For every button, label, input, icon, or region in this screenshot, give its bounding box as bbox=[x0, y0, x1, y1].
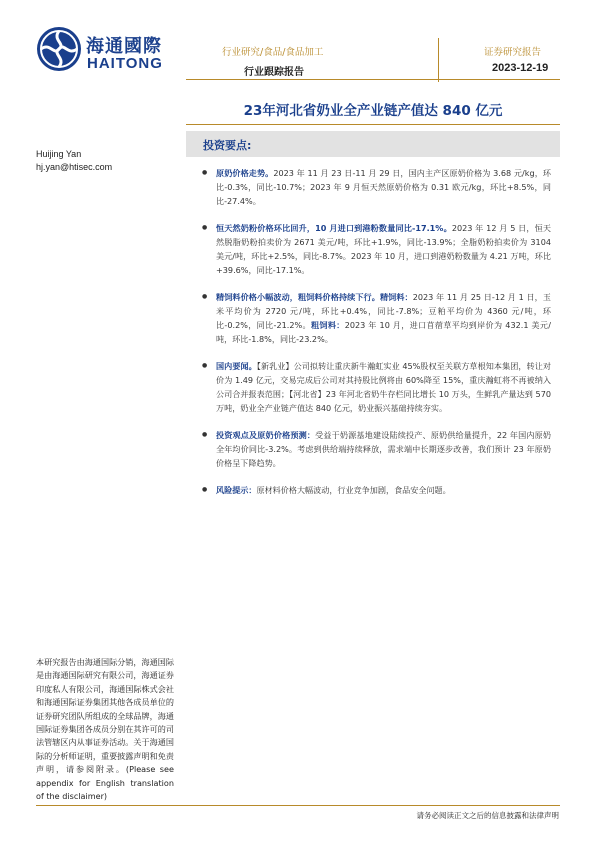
analyst-email[interactable]: hj.yan@htisec.com bbox=[36, 162, 113, 172]
bullet-heading: 投资观点及原奶价格预测： bbox=[216, 430, 316, 440]
report-type: 行业跟踪报告 bbox=[244, 67, 304, 78]
list-item bbox=[203, 359, 551, 415]
bullet-text: 原材料价格大幅波动，行业竞争加剧，食品安全问题。 bbox=[256, 485, 451, 495]
bullet-subheading: 精饲料： bbox=[379, 292, 413, 302]
title-rule bbox=[186, 124, 560, 125]
bullet-text: 2023 年 11 月 25 日-12 月 1 日，玉米平均价为 2720 元/吨，环比+0.4%，同比-7.8%；豆粕平均价为 4360 元/吨，环比-0.2%，同比-21.2%。 bbox=[216, 292, 551, 330]
bullet-heading: 原奶价格走势。 bbox=[216, 168, 274, 178]
company-logo bbox=[36, 26, 186, 74]
list-item bbox=[203, 483, 551, 497]
list-item bbox=[203, 290, 551, 346]
bullet-text: 受益于奶源基地建设陆续投产、原奶供给量提升，22 年国内原奶全年均价同比-3.2%。考虑到供给端持续释放，需求端中长期逐步改善，我们预计 23 年原奶价格呈下降趋势。 bbox=[216, 430, 551, 468]
bullet-text: 2023 年 12 月 5 日，恒天然脱脂奶粉拍卖价为 2671 美元/吨，环比+1.9%，同比-13.9%；全脂奶粉拍卖价为 3104 美元/吨，环比+2.5%，同比-8.7%。2023 年 10 月，进口到港奶粉数量为 4.21 万吨，环比+39.6%，同比-17.1%。 bbox=[216, 223, 551, 275]
bullet-text: 2023 年 10 月，进口苜蓿草平均到岸价为 432.1 美元/吨，环比-1.8%，同比-23.2%。 bbox=[216, 320, 551, 344]
footer-rule bbox=[36, 805, 560, 806]
bullet-heading: 精饲料价格小幅波动，粗饲料价格持续下行。 bbox=[216, 292, 380, 302]
haitong-logo-icon bbox=[36, 26, 82, 72]
bullet-text: 【新乳业】公司拟转让重庆新牛瀚虹实业 45%股权至关联方草根知本集团，转让对价为 1.49 亿元，交易完成后公司对其持股比例将由 60%降至 15%，重庆瀚虹将不再被纳入公司合并报表范围；【河北省】23 年河北省奶牛存栏同比增长 10 万头，生鲜乳产量达到 570 万吨，奶业全产业链产值达 840 亿元，奶业振兴基础持续夯实。 bbox=[216, 361, 551, 413]
report-date: 2023-12-19 bbox=[492, 62, 549, 74]
summary-header bbox=[186, 131, 560, 157]
bullet-subheading: 粗饲料： bbox=[310, 320, 345, 330]
logo-name-cn: 海通國際 bbox=[86, 36, 162, 57]
logo-name-en: HAITONG bbox=[87, 55, 163, 72]
list-item bbox=[203, 221, 551, 277]
header-divider bbox=[438, 38, 439, 82]
key-points-list bbox=[203, 166, 551, 510]
bullet-heading: 恒天然奶粉价格环比回升，10 月进口到港粉数量同比-17.1%。 bbox=[216, 223, 452, 233]
report-title: 23年河北省奶业全产业链产值达 840 亿元 bbox=[243, 103, 503, 119]
header-rule bbox=[186, 79, 560, 80]
bullet-heading: 国内要闻。 bbox=[216, 361, 257, 371]
industry-path: 行业研究/食品/食品加工 bbox=[222, 47, 324, 58]
report-category: 证券研究报告 bbox=[484, 47, 542, 58]
footer-notice: 请务必阅读正文之后的信息披露和法律声明 bbox=[416, 811, 559, 820]
bullet-heading: 风险提示： bbox=[216, 485, 257, 495]
analyst-name: Huijing Yan bbox=[36, 149, 82, 159]
disclaimer-text: 本研究报告由海通国际分销，海通国际是由海通国际研究有限公司，海通证券印度私人有限公司，海通国际株式会社和海通国际证券集团其他各成员单位的证券研究团队所组成的全球品牌，海通国际证券集团各成员分别在其许可的司法管辖区内从事证券活动。关于海通国际的分析师证明，重要披露声明和免责声明，请参阅附录。(Please see appendix for English translation of the disclaimer) bbox=[36, 657, 174, 802]
list-item bbox=[203, 428, 551, 470]
summary-label: 投资要点: bbox=[203, 139, 252, 152]
bullet-text: 2023 年 11 月 23 日-11 月 29 日，国内主产区原奶价格为 3.68 元/kg，环比-0.3%，同比-10.7%；2023 年 9 月恒天然原奶价格为 0.31 欧元/kg，环比+8.5%，同比-27.4%。 bbox=[216, 168, 551, 206]
list-item bbox=[203, 166, 551, 208]
